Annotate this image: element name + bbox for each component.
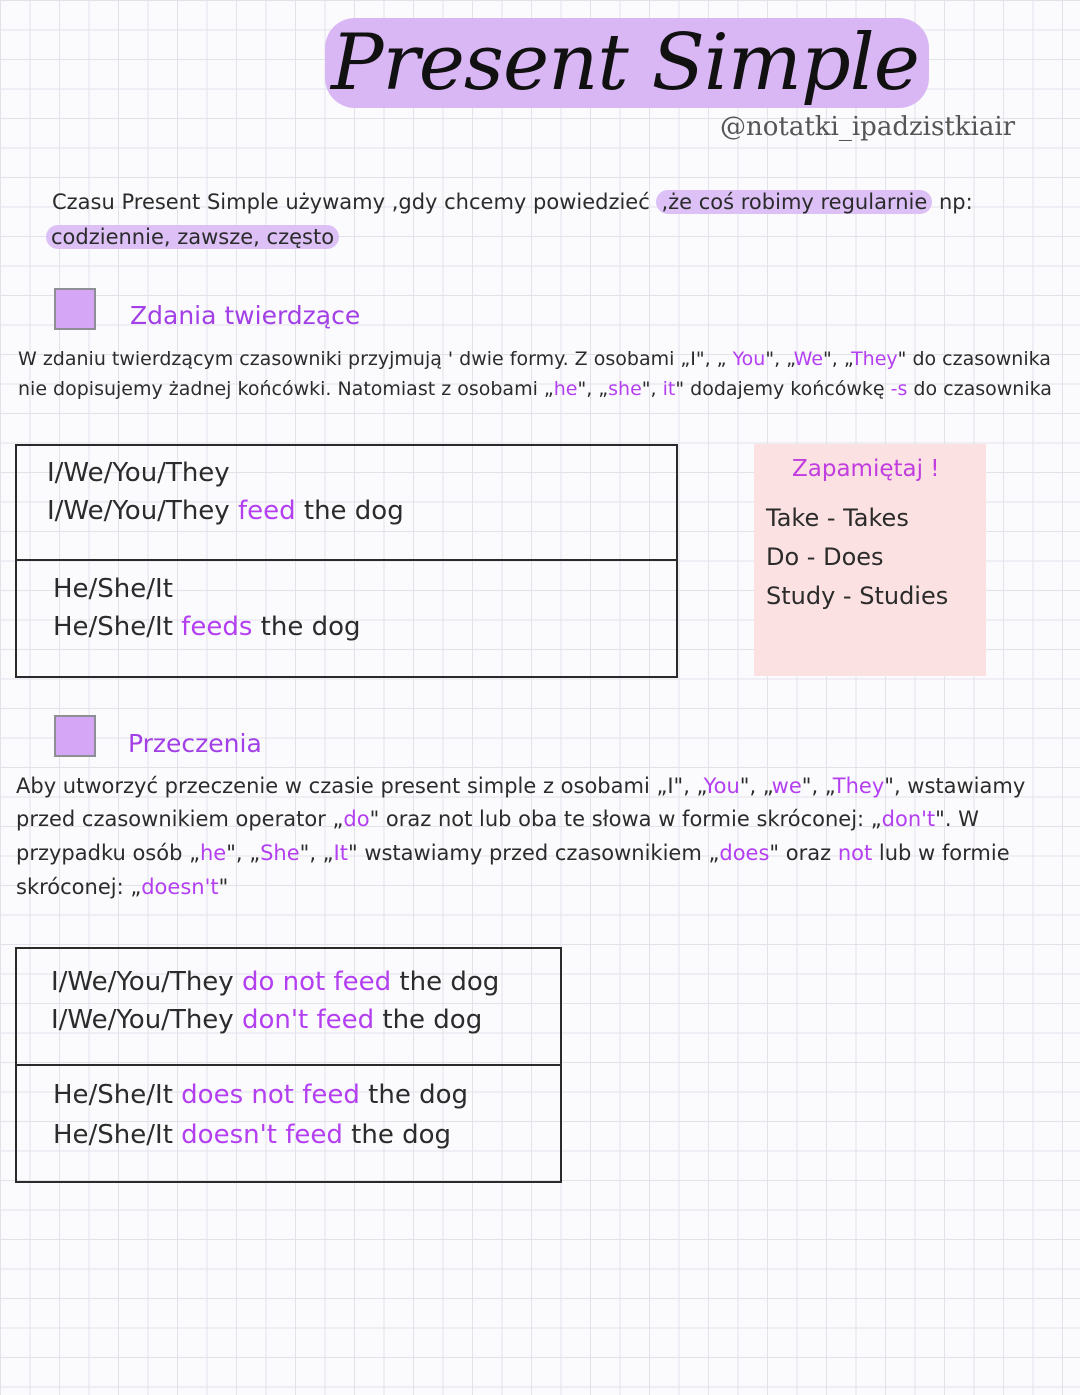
text: " dodajemy końcówkę (675, 378, 891, 400)
keyword: it (662, 378, 676, 400)
negative-text-line-1 (16, 769, 1025, 803)
row-example (53, 1116, 451, 1154)
subject: I/We/You/They (51, 1005, 242, 1035)
text: ", „ (577, 378, 609, 400)
text: ", „ (801, 774, 833, 798)
table-row (17, 446, 676, 561)
keyword: You (732, 348, 766, 370)
text: Aby utworzyć przeczenie w czasie present simple z osobami „I", „ (16, 774, 704, 798)
text: ", wstawiamy (884, 774, 1026, 798)
keyword: You (703, 774, 740, 798)
verb: feed (302, 1080, 360, 1110)
text: " wstawiamy przed czasownikiem „ (347, 841, 720, 865)
text: ", „ (823, 348, 852, 370)
verb: feed (285, 1120, 343, 1150)
text: " do czasownika (897, 348, 1051, 370)
table-row (17, 1066, 560, 1179)
object: the dog (391, 967, 500, 997)
space (294, 1080, 302, 1110)
text: skróconej: „ (16, 875, 142, 899)
keyword: we (771, 774, 802, 798)
intro-highlight: ,że coś robimy regularnie (656, 190, 932, 214)
keyword: They (832, 774, 885, 798)
text: " oraz not lub oba te słowa w formie skróconej: „ (369, 807, 882, 831)
affirmative-text-line-2 (18, 374, 1052, 404)
text: ", „ (765, 348, 794, 370)
negation: don't (241, 1005, 309, 1035)
keyword: he (553, 378, 578, 400)
row-example (53, 608, 361, 646)
negation: doesn't (181, 1120, 277, 1150)
subject: He/She/It (53, 612, 182, 642)
object: the dog (295, 496, 404, 526)
keyword: she (608, 378, 642, 400)
remember-item: Take - Takes (766, 504, 909, 532)
section-heading-affirmative: Zdania twierdzące (130, 301, 361, 330)
keyword: doesn't (141, 875, 219, 899)
keyword: don't (881, 807, 936, 831)
text: ", „ (299, 841, 334, 865)
text: W zdaniu twierdzącym czasowniki przyjmują ' dwie formy. Z osobami „I", „ (18, 348, 733, 370)
section-heading-negatives: Przeczenia (128, 729, 262, 758)
subject: I/We/You/They (47, 496, 238, 526)
negation: does not (181, 1080, 294, 1110)
intro-line-2 (46, 220, 339, 254)
keyword: She (260, 841, 300, 865)
text: nie dopisujemy żadnej końcówki. Natomiast z osobami „ (18, 378, 554, 400)
negative-text-line-2 (16, 802, 979, 836)
intro-text: Czasu Present Simple używamy ,gdy chcemy powiedzieć (52, 190, 657, 214)
text: " (218, 875, 229, 899)
subject: He/She/It (53, 1120, 182, 1150)
keyword: he (199, 841, 227, 865)
remember-item: Study - Studies (766, 582, 949, 610)
text: lub w formie (872, 841, 1010, 865)
negative-table (15, 947, 562, 1183)
subject: He/She/It (53, 1080, 182, 1110)
keyword: does (719, 841, 770, 865)
text: ", (641, 378, 663, 400)
object: the dog (374, 1005, 483, 1035)
affirmative-text-line-1 (18, 344, 1051, 374)
intro-line-1 (52, 185, 973, 219)
text: ", „ (226, 841, 261, 865)
remember-note (754, 444, 986, 676)
keyword: not (837, 841, 873, 865)
text: przed czasownikiem operator „ (16, 807, 344, 831)
object: the dog (359, 1080, 469, 1110)
affirmative-table (15, 444, 678, 678)
intro-text-end: np: (932, 190, 973, 214)
table-row (17, 949, 560, 1066)
verb: feed (333, 967, 392, 997)
row-example (51, 1001, 482, 1039)
keyword: They (851, 348, 898, 370)
section-marker-square (54, 715, 96, 757)
row-example (53, 1076, 468, 1114)
negation: do not (241, 967, 326, 997)
space (277, 1120, 285, 1150)
keyword: -s (890, 378, 908, 400)
subject: I/We/You/They (51, 967, 242, 997)
text: do czasownika (907, 378, 1052, 400)
row-example (51, 963, 499, 1001)
table-row (17, 561, 676, 674)
verb: feed (316, 1005, 375, 1035)
text: ". W (935, 807, 979, 831)
row-heading: I/We/You/They (47, 458, 230, 488)
object: the dog (252, 612, 361, 642)
text: przypadku osób „ (16, 841, 200, 865)
remember-item: Do - Does (766, 543, 884, 571)
text: ", „ (739, 774, 772, 798)
author-handle: @notatki_ipadzistkiair (720, 112, 1016, 142)
title-text: Present Simple (325, 18, 929, 108)
negative-text-line-3 (16, 836, 1010, 870)
remember-title: Zapamiętaj ! (792, 456, 940, 482)
keyword: It (333, 841, 348, 865)
negative-text-line-4 (16, 870, 228, 904)
verb: feeds (181, 612, 253, 642)
row-example (47, 492, 404, 530)
object: the dog (342, 1120, 451, 1150)
keyword: do (343, 807, 370, 831)
text: " oraz (769, 841, 838, 865)
intro-examples: codziennie, zawsze, często (46, 225, 339, 249)
verb: feed (237, 496, 296, 526)
row-heading: He/She/It (53, 574, 173, 604)
section-marker-square (54, 288, 96, 330)
keyword: We (793, 348, 824, 370)
page-title (325, 18, 929, 108)
